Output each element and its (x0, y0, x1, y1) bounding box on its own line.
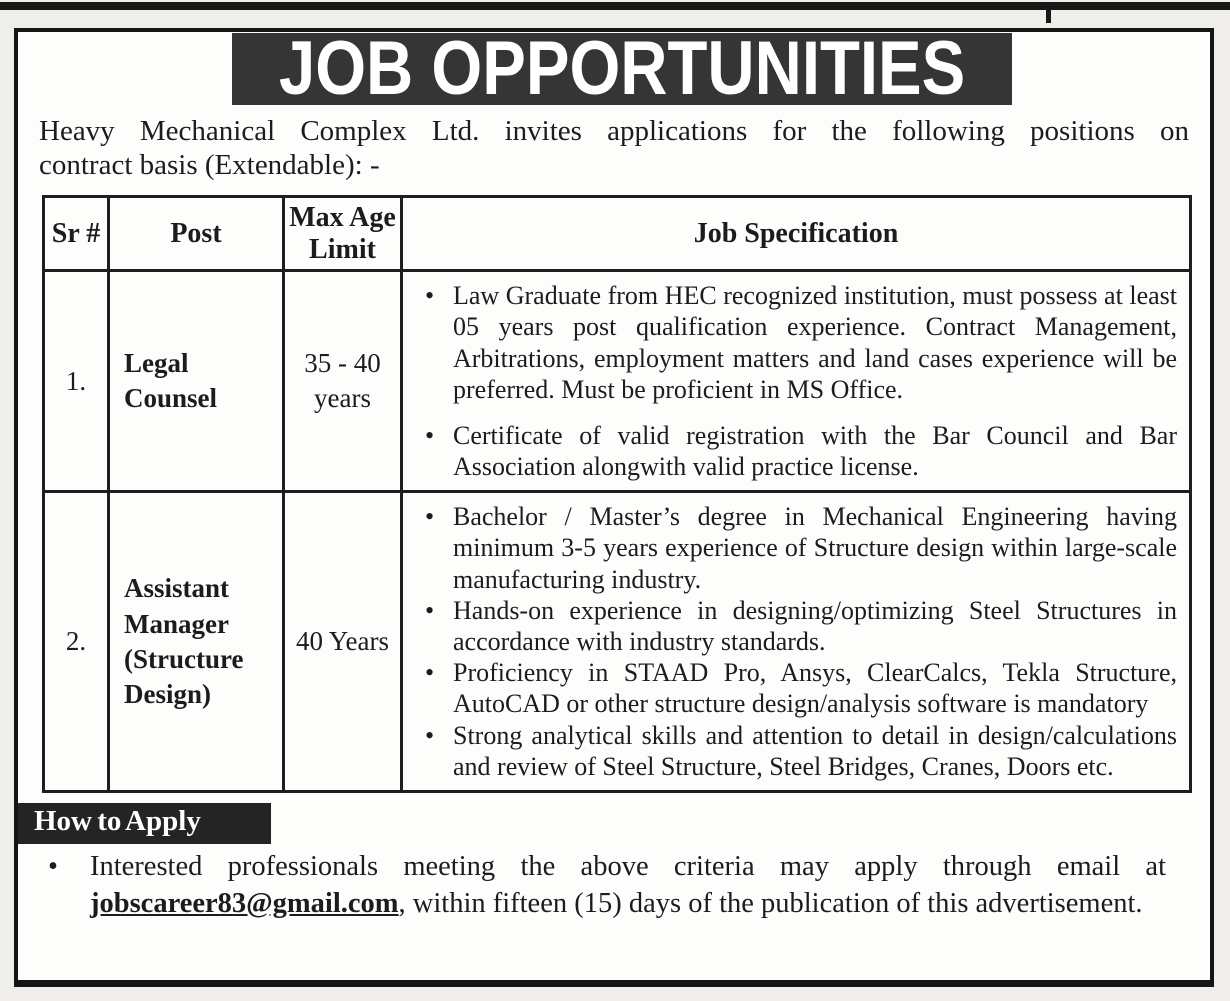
job-advertisement (14, 28, 1214, 987)
ad-title: JOB OPPORTUNITIES (278, 26, 966, 111)
spec-bullet: • Certificate of valid registration with the Bar Council and Bar Association alongwith valid practice license. (403, 420, 1181, 482)
col-header-max-age: Max Age Limit (284, 197, 402, 271)
post-title: Assistant Manager (Structure Design) (109, 492, 284, 792)
positions-table (42, 195, 1192, 793)
spec-bullet: • Law Graduate from HEC recognized institution, must possess at least 05 years post qualification experience. Contract Management, Arbitrations, employment matters and land cases experience will be preferred. Must be proficient in MS Office. (403, 280, 1181, 405)
apply-text-before: Interested professionals meeting the above criteria may apply through email at (90, 850, 1166, 882)
age-limit: 35 - 40 years (284, 271, 402, 492)
spec-bullet-list (403, 501, 1181, 782)
spec-bullet: • Proficiency in STAAD Pro, Ansys, ClearCalcs, Tekla Structure, AutoCAD or other structure design/analysis software is mandatory (403, 657, 1181, 719)
row-serial: 1. (44, 271, 109, 492)
ad-title-banner (232, 26, 1012, 111)
apply-instructions (18, 848, 1186, 922)
post-title: Legal Counsel (109, 271, 284, 492)
spec-bullet-list (403, 280, 1181, 482)
intro-paragraph (39, 114, 1189, 182)
col-header-sr: Sr # (44, 197, 109, 271)
table-row-legal-counsel (44, 271, 1191, 492)
newsprint-column-rule (1046, 2, 1051, 23)
how-to-apply-banner: How to Apply (18, 803, 271, 844)
col-header-post: Post (109, 197, 284, 271)
age-limit: 40 Years (284, 492, 402, 792)
spec-bullet: • Strong analytical skills and attention to detail in design/calculations and review of Steel Structure, Steel Bridges, Cranes, Doors etc. (403, 720, 1181, 782)
intro-line-2: contract basis (Extendable): - (39, 149, 380, 182)
job-specification-cell (402, 492, 1191, 792)
intro-line-1: Heavy Mechanical Complex Ltd. invites applications for the following positions on (39, 115, 1189, 147)
spec-bullet: • Hands-on experience in designing/optimizing Steel Structures in accordance with industry standards. (403, 595, 1181, 657)
email-link[interactable]: jobscareer83@gmail.com (90, 887, 399, 919)
table-header-row (44, 197, 1191, 271)
table-row-assistant-manager (44, 492, 1191, 792)
apply-text-after: , within fifteen (15) days of the publication of this advertisement. (398, 887, 1143, 919)
spec-bullet: • Bachelor / Master’s degree in Mechanical Engineering having minimum 3-5 years experience of Structure design within large-scale manufacturing industry. (403, 501, 1181, 595)
col-header-job-specification: Job Specification (402, 197, 1191, 271)
job-specification-cell (402, 271, 1191, 492)
row-serial: 2. (44, 492, 109, 792)
